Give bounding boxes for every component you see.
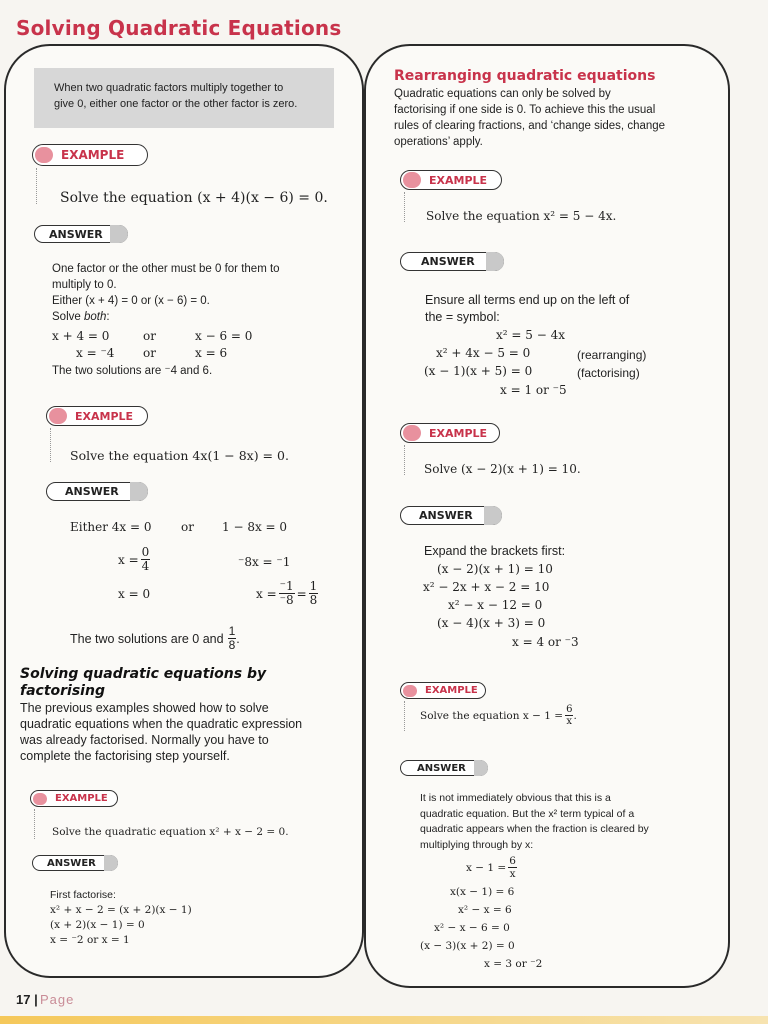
badge-dot (403, 685, 417, 697)
work-fraction-line: x − 1 = $\frac{6}{x}$ (466, 855, 516, 880)
work-fraction-line: x = $\frac{0}{4}$ (118, 545, 150, 573)
page-word: Page (40, 992, 75, 1007)
example-badge (400, 682, 486, 699)
dotted-rule (50, 428, 51, 462)
example-question: Solve the equation x − 1 = $\frac{6}{x}$ . (420, 704, 577, 727)
badge-dot (403, 172, 421, 188)
example-badge (30, 790, 118, 807)
dotted-rule (404, 701, 405, 731)
answer-label: ANSWER (49, 227, 103, 241)
example-label: EXAMPLE (75, 409, 134, 423)
page-number: 17 | (16, 992, 38, 1007)
work-or: or (181, 520, 194, 534)
work-line: x = 4 or ⁻3 (512, 635, 579, 649)
answer-badge (400, 506, 502, 525)
section-body: Quadratic equations can only be solved by factorising if one side is 0. To achieve this the usual rules of clearing fractions, and ‘change sides, change operations’ apply. (394, 88, 666, 148)
work-line: x + 4 = 0 (52, 329, 110, 343)
answer-badge (32, 855, 118, 871)
answer-line: Solve both: (52, 311, 110, 323)
example-badge (400, 423, 500, 443)
example-label: EXAMPLE (429, 426, 488, 440)
answer-badge (46, 482, 148, 501)
answer-conclusion: The two solutions are 0 and $\frac{1}{8}$ . (70, 624, 240, 652)
section-body: The previous examples showed how to solve quadratic equations when the quadratic expression was already factorised. Normally you have to complete the factorising step yourself. (20, 701, 303, 763)
answer-line: Either (x + 4) = 0 or (x − 6) = 0. (52, 295, 210, 307)
work-line: (x − 1)(x + 5) = 0 (424, 364, 533, 378)
work-fraction-line: x = $\frac{^-1}{^-8}$ = $\frac{1}{8}$ (256, 579, 318, 607)
example-label: EXAMPLE (429, 173, 488, 187)
work-line: x² − 2x + x − 2 = 10 (423, 580, 550, 594)
dotted-rule (404, 192, 405, 222)
work-line: x = 0 (118, 587, 151, 601)
dotted-rule (36, 168, 37, 204)
footer-bar (0, 1016, 768, 1024)
work-line: ⁻8x = ⁻1 (238, 555, 291, 569)
work-line: x = 3 or ⁻2 (484, 958, 543, 970)
section-heading: Rearranging quadratic equations (394, 68, 656, 84)
work-line: x = 6 (195, 346, 228, 360)
work-line: (x − 2)(x + 1) = 10 (437, 562, 553, 576)
badge-dot (49, 408, 67, 424)
badge-end (110, 225, 128, 243)
intro-line: When two quadratic factors multiply together to (54, 82, 284, 94)
answer-badge (34, 225, 128, 243)
intro-box (34, 68, 334, 128)
answer-badge (400, 252, 504, 271)
example-question: Solve the equation x² = 5 − 4x. (426, 209, 617, 223)
example-label: EXAMPLE (61, 148, 125, 162)
answer-line: One factor or the other must be 0 for them to (52, 263, 280, 275)
work-line: x = 1 or ⁻5 (500, 383, 567, 397)
work-line: 1 − 8x = 0 (222, 520, 288, 534)
example-badge (32, 144, 148, 166)
work-line: x² = 5 − 4x (496, 328, 565, 342)
work-line: x = ⁻4 (76, 346, 115, 360)
work-line: x − 6 = 0 (195, 329, 253, 343)
work-line: x² + 4x − 5 = 0 (436, 346, 531, 360)
example-question: Solve (x − 2)(x + 1) = 10. (424, 462, 581, 476)
answer-line: multiply to 0. (52, 279, 117, 291)
badge-dot (35, 147, 53, 163)
work-note: (factorising) (577, 366, 640, 380)
answer-label: ANSWER (47, 857, 96, 869)
example-badge (400, 170, 502, 190)
answer-text (52, 261, 280, 325)
answer-conclusion: The two solutions are ⁻4 and 6. (52, 365, 213, 377)
badge-dot (403, 425, 421, 441)
work-line: x² − x = 6 (458, 904, 512, 916)
section-heading: Solving quadratic equations by factorising (20, 666, 267, 699)
answer-badge (400, 760, 488, 776)
example-question: Solve the equation 4x(1 − 8x) = 0. (70, 448, 289, 463)
example-label: EXAMPLE (425, 685, 478, 696)
answer-text: Expand the brackets first: (424, 544, 566, 558)
answer-text: It is not immediately obvious that this is a quadratic equation. But the x² term typical of a quadratic appears when the fraction is cleared by multiplying through by x: (420, 792, 649, 851)
example-question: Solve the equation (x + 4)(x − 6) = 0. (60, 190, 328, 206)
answer-label: ANSWER (419, 509, 473, 522)
work-line: Either 4x = 0 (70, 520, 152, 534)
work-line: (x − 3)(x + 2) = 0 (420, 940, 515, 952)
example-label: EXAMPLE (55, 793, 108, 804)
dotted-rule (404, 445, 405, 475)
work-note: (rearranging) (577, 348, 647, 362)
page-title: Solving Quadratic Equations (16, 16, 342, 40)
answer-text: First factorise: x² + x − 2 = (x + 2)(x − 1) (x + 2)(x − 1) = 0 x = ⁻2 or x = 1 (50, 889, 192, 946)
answer-text: Ensure all terms end up on the left of the = symbol: (425, 293, 630, 324)
work-line: x² − x − 6 = 0 (434, 922, 510, 934)
answer-label: ANSWER (421, 255, 475, 268)
work-or: or (143, 329, 156, 343)
work-or: or (143, 346, 156, 360)
work-line: x² − x − 12 = 0 (448, 598, 543, 612)
example-question: Solve the quadratic equation x² + x − 2 = 0. (52, 826, 289, 838)
badge-dot (33, 793, 47, 805)
dotted-rule (34, 809, 35, 839)
answer-label: ANSWER (65, 485, 119, 498)
intro-line: give 0, either one factor or the other factor is zero. (54, 98, 298, 110)
answer-label: ANSWER (417, 762, 466, 774)
work-line: x(x − 1) = 6 (450, 886, 515, 898)
work-line: (x − 4)(x + 3) = 0 (437, 616, 546, 630)
example-badge (46, 406, 148, 426)
